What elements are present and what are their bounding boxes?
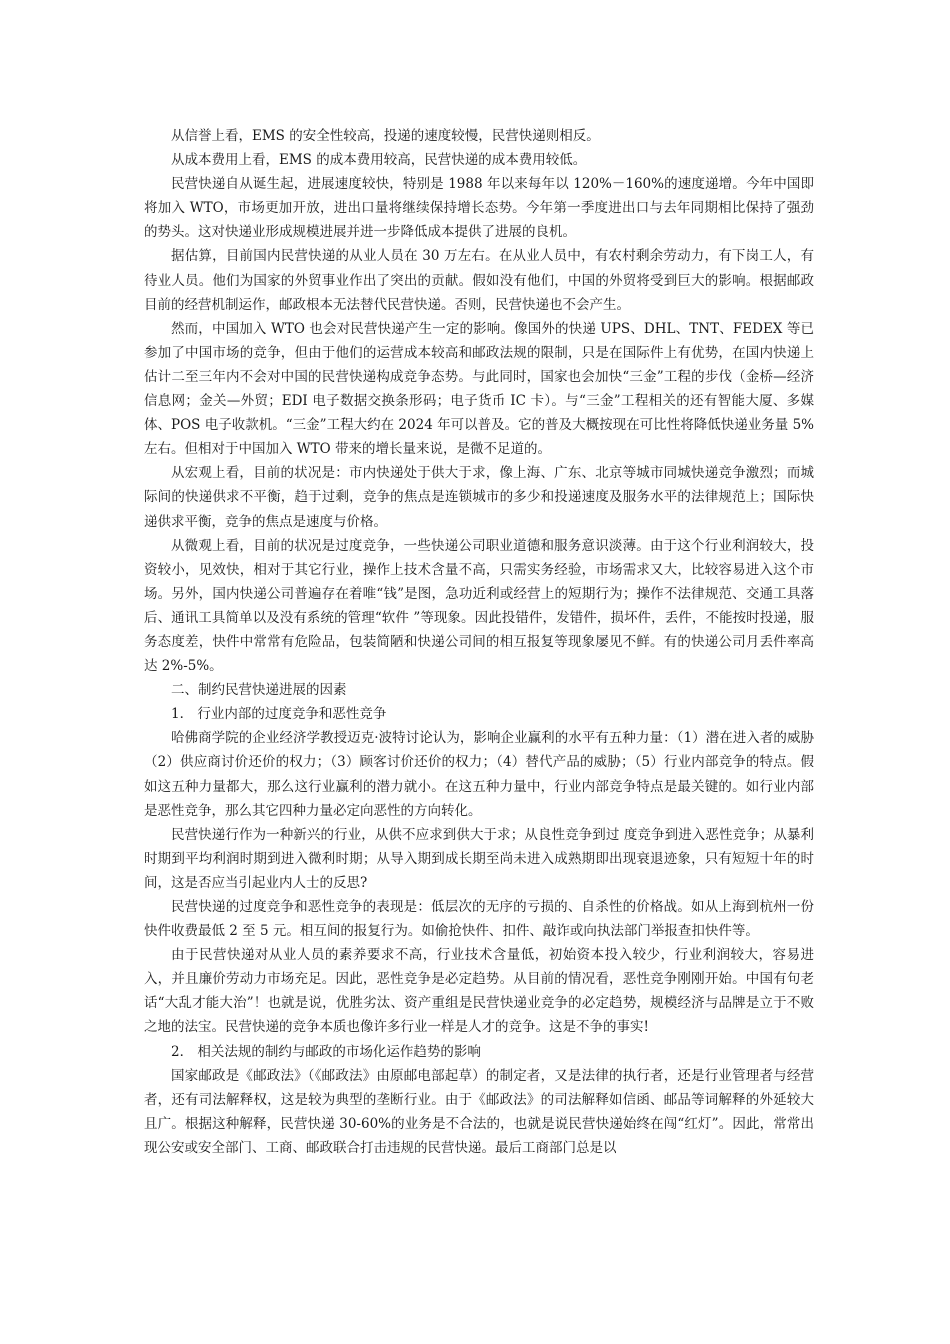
paragraph-micro-view: 从微观上看，目前的状况是过度竞争，一些快递公司职业道德和服务意识淡薄。由于这个行业利润较大，投资较小，见效快，相对于其它行业，操作上技术含量不高，只需实务经验，市场需求又大，比较容易进入这个市场。另外，国内快递公司普遍存在着唯“钱”是图，急功近利或经营上的短期行为；操作不法律规范、交通工具落后、通讯工具简单以及没有系统的管理“软件 ”等现象。因此投错件，发错件，损坏件，丢件，不能按时投递，服务态度差，快件中常常有危险品，包装简陋和快递公司间的相互报复等现象屡见不鲜。有的快递公司月丢件率高达 2%-5%。 (144, 537, 814, 675)
paragraph-reputation: 从信誉上看，EMS 的安全性较高，投递的速度较慢，民营快递则相反。 (171, 128, 600, 144)
subsection-heading-regulations: 2． 相关法规的制约与邮政的市场化运作趋势的影响 (171, 1043, 481, 1060)
paragraph-wto-impact: 然而，中国加入 WTO 也会对民营快递产生一定的影响。像国外的快递 UPS、DHL、TNT、FEDEX 等已参加了中国市场的竞争，但由于他们的运营成本较高和邮政法规的限制，只是在国际件上有优势，在国内快递上估计二至三年内不会对中国的民营快递构成竞争态势。与此同时，国家也会加快“三金”工程的步伐（金桥—经济信息网；金关—外贸；EDI 电子数据交换条形码；电子货币 IC 卡）。与“三金”工程相关的还有智能大厦、多媒体、POS 电子收款机。“三金”工程大约在 2024 年可以普及。它的普及大概按现在可比性将降低快递业务量 5%左右。但相对于中国加入 WTO 带来的增长量来说，是微不足道的。 (144, 320, 814, 458)
subsection-heading-competition: 1． 行业内部的过度竞争和恶性竞争 (171, 706, 387, 723)
paragraph-vicious-competition: 由于民营快递对从业人员的素养要求不高，行业技术含量低，初始资本投入较少，行业利润较大，容易进入，并且廉价劳动力市场充足。因此，恶性竞争是必定趋势。从目前的情况看，恶性竞争刚刚开始。中国有句老话“大乱才能大治”！也就是说，优胜劣汰、资产重组是民营快递业竞争的必定趋势，规模经济与品牌是立于不败之地的法宝。民营快递的竞争本质也像许多行业一样是人才的竞争。这是不争的事实! (144, 947, 814, 1036)
paragraph-competition-symptoms: 民营快递的过度竞争和恶性竞争的表现是：低层次的无序的亏损的、自杀性的价格战。如从上海到杭州一份快件收费最低 2 至 5 元。相互间的报复行为。如偷抢快件、扣件、敲诈或向执法部门举报查扣快件等。 (144, 899, 814, 940)
paragraph-industry-evolution: 民营快递行作为一种新兴的行业，从供不应求到供大于求；从良性竞争到过 度竞争到进入恶性竞争；从暴利时期到平均利润时期到进入微利时期；从导入期到成长期至尚未进入成熟期即出现衰退迹象，只有短短十年的时间，这是否应当引起业内人士的反思? (144, 826, 814, 891)
paragraph-growth: 民营快递自从诞生起，进展速度较快，特别是 1988 年以来每年以 120%－160%的速度递增。今年中国即将加入 WTO，市场更加开放，进出口量将继续保持增长态势。今年第一季度进出口与去年同期相比保持了强劲的势头。这对快递业形成规模进展并进一步降低成本提供了进展的良机。 (144, 176, 814, 241)
paragraph-porter-forces: 哈佛商学院的企业经济学教授迈克·波特讨论认为，影响企业赢利的水平有五种力量：（1）潜在进入者的威胁（2）供应商讨价还价的权力；（3）顾客讨价还价的权力；（4）替代产品的威胁；（5）行业内部竞争的特点。假如这五种力量都大，那么这行业赢利的潜力就小。在这五种力量中，行业内部竞争特点是最关键的。如行业内部是恶性竞争，那么其它四种力量必定向恶性的方向转化。 (144, 730, 814, 819)
section-heading-constraints: 二、制约民营快递进展的因素 (171, 682, 347, 699)
paragraph-macro-view: 从宏观上看，目前的状况是：市内快递处于供大于求，像上海、广东、北京等城市同城快递竞争激烈；而城际间的快递供求不平衡，趋于过剩，竞争的焦点是连锁城市的多少和投递速度及服务水平的法律规范上；国际快递供求平衡，竞争的焦点是速度与价格。 (144, 465, 814, 530)
paragraph-cost: 从成本费用上看，EMS 的成本费用较高，民营快递的成本费用较低。 (171, 152, 587, 169)
paragraph-employment: 据估算，目前国内民营快递的从业人员在 30 万左右。在从业人员中，有农村剩余劳动力，有下岗工人，有待业人员。他们为国家的外贸事业作出了突出的贡献。假如没有他们，中国的外贸将受到巨大的影响。根据邮政目前的经营机制运作，邮政根本无法替代民营快递。否则，民营快递也不会产生。 (144, 248, 814, 313)
document-body (144, 124, 814, 1160)
paragraph-postal-law: 国家邮政是《邮政法》（《邮政法》由原邮电部起草）的制定者，又是法律的执行者，还是行业管理者与经营者，还有司法解释权，这是较为典型的垄断行业。由于《邮政法》的司法解释如信函、邮品等词解释的外延较大且广。根据这种解释，民营快递 30-60%的业务是不合法的，也就是说民营快递始终在闯“红灯”。因此，常常出现公安或安全部门、工商、邮政联合打击违规的民营快递。最后工商部门总是以 (144, 1067, 814, 1156)
